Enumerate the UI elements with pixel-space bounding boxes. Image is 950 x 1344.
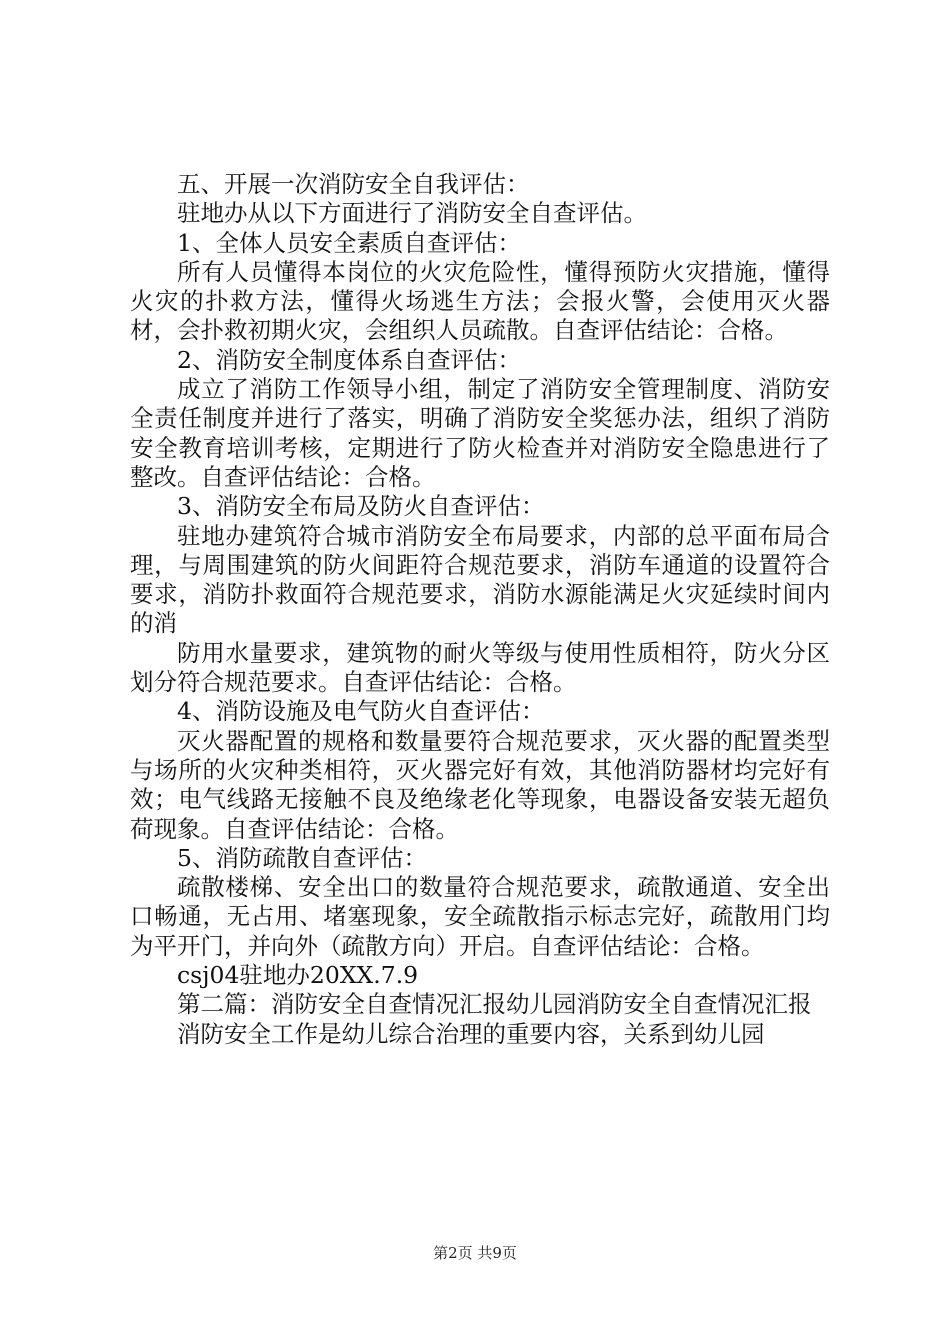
- paragraph: 所有人员懂得本岗位的火灾危险性，懂得预防火灾措施，懂得火灾的扑救方法，懂得火场逃生方法；会报火警，会使用灭火器材，会扑救初期火灾，会组织人员疏散。自查评估结论：合格。: [130, 257, 830, 345]
- subsection-heading: 5、消防疏散自查评估：: [177, 843, 427, 872]
- paragraph: 成立了消防工作领导小组，制定了消防安全管理制度、消防安全责任制度并进行了落实，明确了消防安全奖惩办法，组织了消防安全教育培训考核，定期进行了防火检查并对消防安全隐患进行了整改。自查评估结论：合格。: [130, 375, 830, 491]
- page-footer: 第2页 共9页: [433, 1244, 517, 1262]
- paragraph: 驻地办从以下方面进行了消防安全自查评估。: [177, 199, 647, 228]
- paragraph: 灭火器配置的规格和数量要符合规范要求，灭火器的配置类型与场所的火灾种类相符，灭火器完好有效，其他消防器材均完好有效；电气线路无接触不良及绝缘老化等现象，电器设备安装无超负荷现象。自查评估结论：合格。: [130, 726, 830, 843]
- paragraph: 消防安全工作是幼儿综合治理的重要内容，关系到幼儿园: [177, 1019, 765, 1048]
- subsection-heading: 2、消防安全制度体系自查评估：: [177, 345, 521, 374]
- subsection-heading: 4、消防设施及电气防火自查评估：: [177, 697, 545, 726]
- paragraph: 驻地办建筑符合城市消防安全布局要求，内部的总平面布局合理，与周围建筑的防火间距符合规范要求，消防车通道的设置符合要求，消防扑救面符合规范要求，消防水源能满足火灾延续时间内的消: [130, 521, 830, 638]
- paragraph: 疏散楼梯、安全出口的数量符合规范要求，疏散通道、安全出口畅通，无占用、堵塞现象，安全疏散指示标志完好，疏散用门均为平开门，并向外（疏散方向）开启。自查评估结论：合格。: [130, 873, 830, 960]
- paragraph: 防用水量要求，建筑物的耐火等级与使用性质相符，防火分区划分符合规范要求。自查评估结论：合格。: [130, 638, 830, 697]
- signature-line: csj04驻地办20XX.7.9: [177, 961, 419, 990]
- subsection-heading: 1、全体人员安全素质自查评估：: [177, 228, 521, 257]
- section-heading: 五、开展一次消防安全自我评估：: [177, 170, 530, 198]
- chapter-heading: 第二篇：消防安全自查情况汇报幼儿园消防安全自查情况汇报: [177, 990, 812, 1019]
- subsection-heading: 3、消防安全布局及防火自查评估：: [177, 492, 545, 521]
- document-body: [130, 170, 830, 1049]
